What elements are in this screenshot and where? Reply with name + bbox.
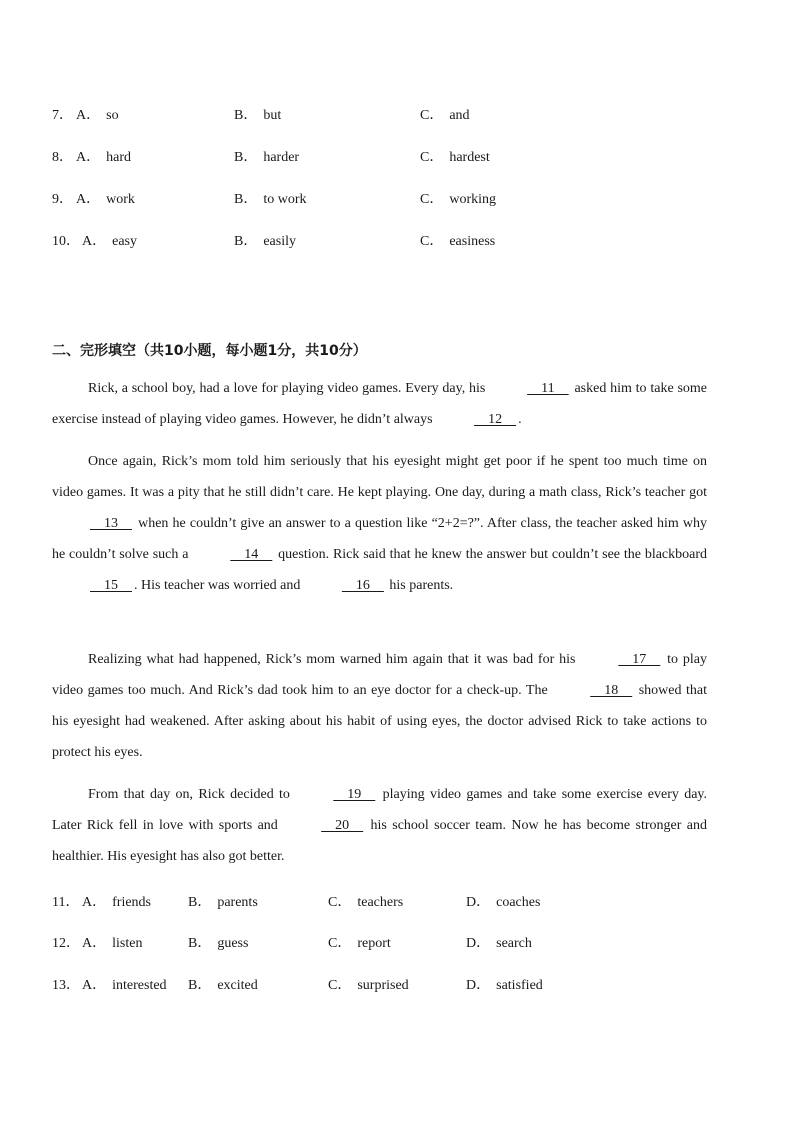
- option-a: A． work: [76, 192, 135, 207]
- blank-20: 20: [321, 818, 364, 833]
- option-a: A． friends: [82, 895, 152, 910]
- option-d: D． search: [466, 936, 532, 951]
- option-c: C． hardest: [420, 150, 490, 165]
- blank-18: 18: [590, 683, 633, 698]
- passage-paragraph-2: Once again, Rick’s mom told him seriously that his eyesight might get poor if he spent too much time on video games. It was a pity that he still didn’t care. He kept playing. One day, during a math class, Rick’s teacher got 13 when he couldn’t give an answer to a question like “2+2=?”. After class, the teacher asked him why he couldn’t solve such a 14 question. Rick said that he knew the answer but couldn’t see the blackboard 15 . His teacher was worried and 16 his parents.: [52, 446, 707, 601]
- option-c: C． working: [420, 192, 497, 207]
- question-number: 11．: [52, 895, 80, 910]
- question-number: 7．: [52, 108, 73, 123]
- option-d: D． coaches: [466, 895, 541, 910]
- blank-14: 14: [230, 547, 273, 562]
- option-a: A． listen: [82, 936, 143, 951]
- blank-16: 16: [341, 578, 384, 593]
- blank-19: 19: [333, 787, 376, 802]
- passage-paragraph-3: Realizing what had happened, Rick’s mom warned him again that it was bad for his 17 to play video games too much. And Rick’s dad took him to an eye doctor for a check-up. The 18 showed that his eyesight had weakened. After asking about his habit of using eyes, the doctor advised Rick to take actions to protect his eyes.: [52, 644, 707, 768]
- blank-15: 15: [90, 578, 132, 593]
- option-c: C． and: [420, 108, 470, 123]
- option-a: A． hard: [76, 150, 132, 165]
- option-a: A． so: [76, 108, 119, 123]
- blank-17: 17: [618, 652, 661, 667]
- option-b: B． parents: [188, 895, 258, 910]
- question-number: 13．: [52, 978, 80, 993]
- option-d: D． satisfied: [466, 978, 543, 993]
- option-b: B． easily: [234, 234, 296, 249]
- question-number: 9．: [52, 192, 73, 207]
- section-heading: 二、完形填空（共10小题，每小题1分，共10分）: [52, 343, 367, 359]
- blank-11: 11: [527, 381, 569, 396]
- option-c: C． teachers: [328, 895, 404, 910]
- option-b: B． guess: [188, 936, 249, 951]
- option-a: A． interested: [82, 978, 167, 993]
- question-number: 8．: [52, 150, 73, 165]
- option-c: C． report: [328, 936, 391, 951]
- blank-13: 13: [90, 516, 132, 531]
- blank-12: 12: [474, 412, 517, 427]
- passage-paragraph-4: From that day on, Rick decided to 19 playing video games and take some exercise every day. Later Rick fell in love with sports and 20 his school soccer team. Now he has become stronger and healthier. His eyesight has also got better.: [52, 779, 707, 872]
- option-b: B． to work: [234, 192, 307, 207]
- option-b: B． harder: [234, 150, 300, 165]
- option-c: C． surprised: [328, 978, 409, 993]
- option-a: A． easy: [82, 234, 138, 249]
- option-b: B． but: [234, 108, 282, 123]
- question-number: 12．: [52, 936, 80, 951]
- option-b: B． excited: [188, 978, 258, 993]
- question-number: 10．: [52, 234, 80, 249]
- passage-paragraph-1: Rick, a school boy, had a love for playing video games. Every day, his 11 asked him to take some exercise instead of playing video games. However, he didn’t always 12 .: [52, 373, 707, 435]
- option-c: C． easiness: [420, 234, 496, 249]
